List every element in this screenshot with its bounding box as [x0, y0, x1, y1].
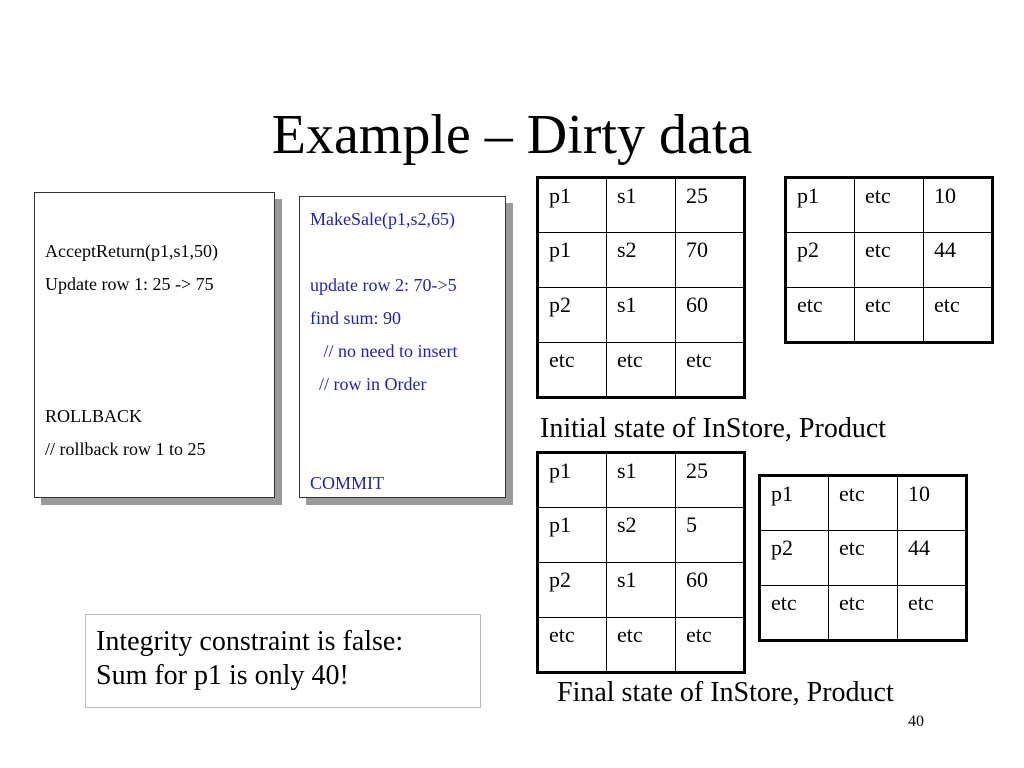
table-row	[538, 288, 745, 343]
table-cell: 44	[898, 531, 967, 586]
table-cell: s1	[607, 563, 676, 618]
code-line	[310, 401, 505, 434]
code-line: Update row 1: 25 -> 75	[45, 274, 214, 294]
initial-product-table	[784, 176, 994, 344]
code-line: COMMIT	[310, 473, 385, 493]
table-cell: p1	[786, 178, 855, 233]
code-line	[310, 434, 505, 467]
table-cell: p1	[538, 453, 607, 508]
table-cell: etc	[924, 288, 993, 343]
code-line: AcceptReturn(p1,s1,50)	[45, 241, 218, 261]
slide-title: Example – Dirty data	[271, 104, 753, 166]
table-cell: p1	[538, 178, 607, 233]
accept-return-transaction-box	[34, 192, 275, 498]
table-cell: etc	[676, 343, 745, 398]
table-cell: s2	[607, 508, 676, 563]
table-cell: etc	[676, 618, 745, 673]
table-cell: s1	[607, 453, 676, 508]
code-line	[45, 367, 274, 400]
code-line: // rollback row 1 to 25	[45, 439, 206, 459]
table-row	[760, 586, 967, 641]
final-product-table	[758, 474, 968, 642]
integrity-constraint-note	[85, 614, 481, 708]
table-cell: 10	[898, 476, 967, 531]
table-cell: p2	[786, 233, 855, 288]
table-cell: s1	[607, 288, 676, 343]
table-cell: p1	[760, 476, 829, 531]
table-cell: etc	[538, 343, 607, 398]
table-cell: 5	[676, 508, 745, 563]
table-row	[538, 508, 745, 563]
final-state-caption: Final state of InStore, Product	[557, 677, 894, 708]
table-cell: etc	[855, 233, 924, 288]
table-cell: etc	[829, 476, 898, 531]
final-instore-table	[536, 451, 746, 674]
constraint-line: Integrity constraint is false:	[96, 626, 404, 657]
table-row	[538, 343, 745, 398]
make-sale-transaction-box	[299, 196, 506, 498]
code-line	[45, 301, 274, 334]
table-cell: etc	[855, 288, 924, 343]
table-cell: 60	[676, 563, 745, 618]
code-line: // row in Order	[310, 374, 427, 394]
table-cell: p2	[760, 531, 829, 586]
code-line: ROLLBACK	[45, 406, 143, 426]
table-cell: etc	[760, 586, 829, 641]
table-cell: etc	[898, 586, 967, 641]
table-cell: etc	[855, 178, 924, 233]
table-row	[786, 233, 993, 288]
table-row	[760, 476, 967, 531]
table-row	[786, 178, 993, 233]
table-row	[538, 178, 745, 233]
table-row	[538, 453, 745, 508]
table-cell: s1	[607, 178, 676, 233]
table-row	[760, 531, 967, 586]
table-cell: 25	[676, 178, 745, 233]
table-cell: p1	[538, 508, 607, 563]
page-number: 40	[908, 713, 924, 730]
code-line: MakeSale(p1,s2,65)	[310, 209, 455, 229]
table-row	[786, 288, 993, 343]
initial-instore-table	[536, 176, 746, 399]
table-row	[538, 563, 745, 618]
table-cell: 25	[676, 453, 745, 508]
initial-state-caption: Initial state of InStore, Product	[540, 413, 887, 444]
table-cell: etc	[607, 343, 676, 398]
table-cell: 44	[924, 233, 993, 288]
code-line: find sum: 90	[310, 308, 402, 328]
code-line: update row 2: 70->5	[310, 275, 457, 295]
code-line: // no need to insert	[310, 341, 458, 361]
table-cell: p2	[538, 563, 607, 618]
table-cell: etc	[538, 618, 607, 673]
table-row	[538, 233, 745, 288]
table-cell: p1	[538, 233, 607, 288]
table-cell: p2	[538, 288, 607, 343]
table-cell: etc	[829, 586, 898, 641]
table-cell: etc	[786, 288, 855, 343]
table-cell: 60	[676, 288, 745, 343]
table-cell: 10	[924, 178, 993, 233]
table-cell: etc	[607, 618, 676, 673]
constraint-line: Sum for p1 is only 40!	[96, 660, 349, 691]
table-cell: etc	[829, 531, 898, 586]
table-cell: s2	[607, 233, 676, 288]
table-row	[538, 618, 745, 673]
code-line	[310, 236, 505, 269]
table-cell: 70	[676, 233, 745, 288]
code-line	[45, 334, 274, 367]
